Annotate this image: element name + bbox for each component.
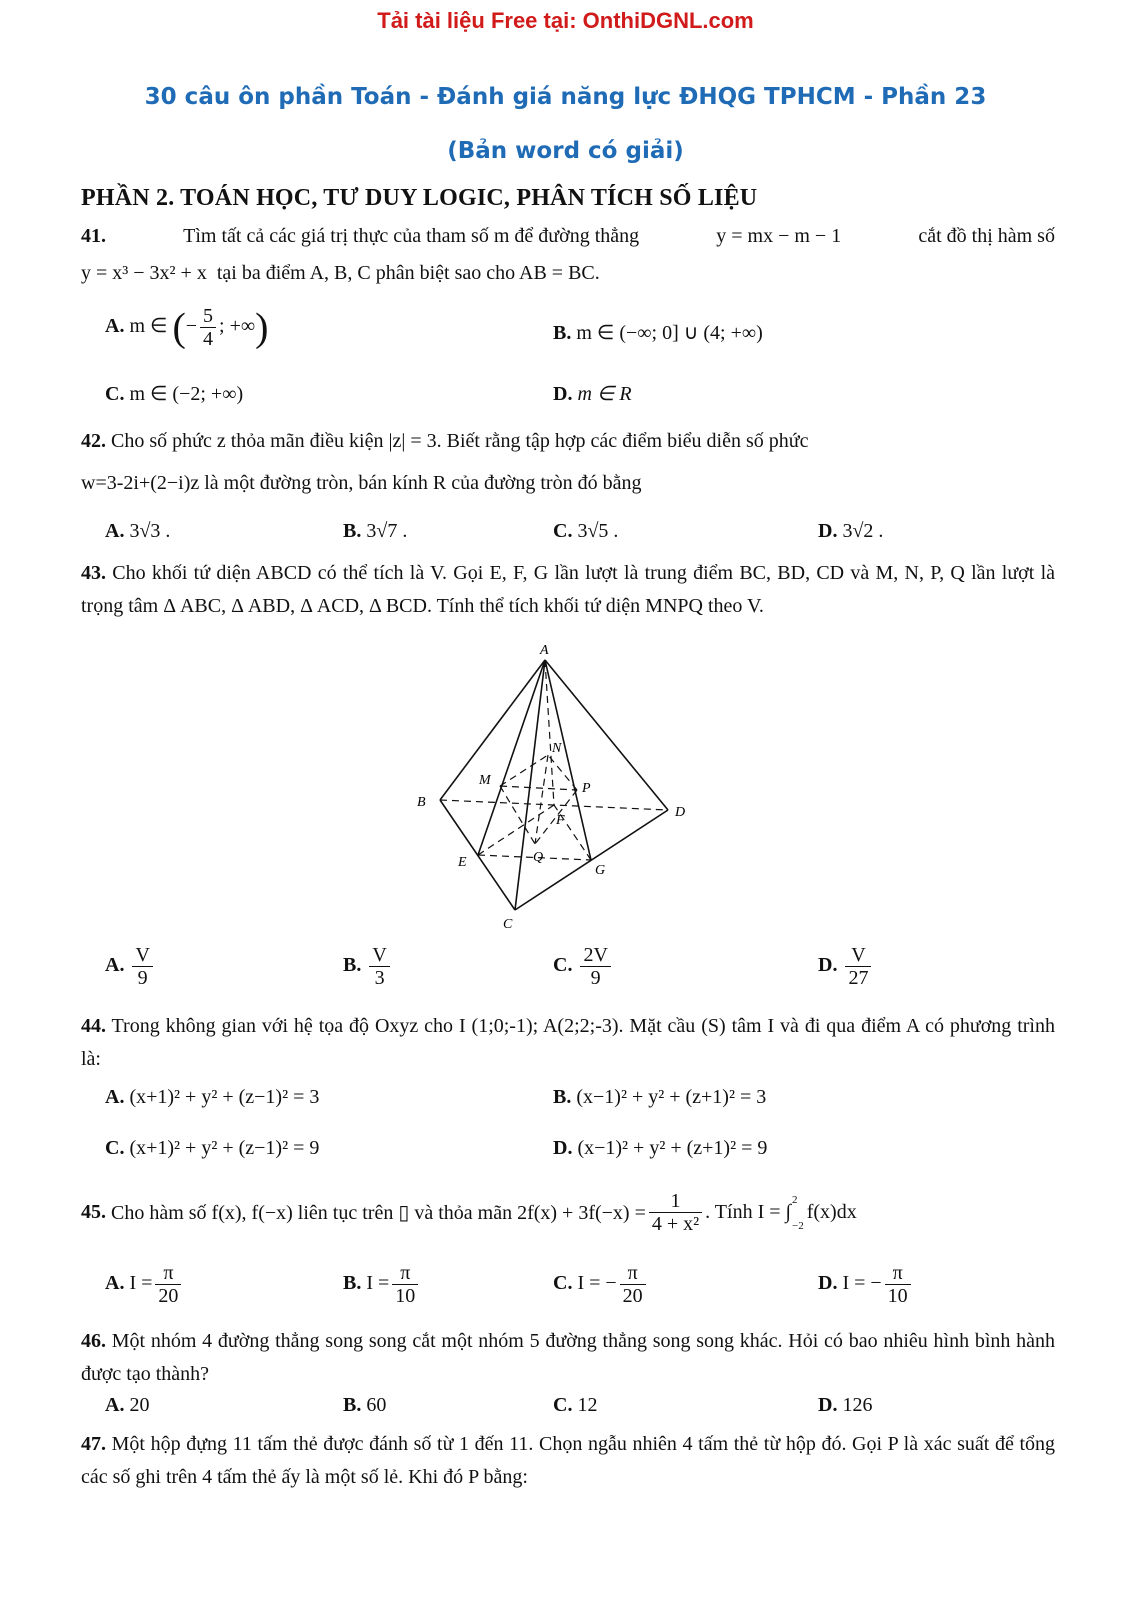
vertex-label-b: B	[417, 795, 426, 810]
q46-option-d-text: 126	[842, 1394, 873, 1416]
q46-option-d-label: D.	[818, 1394, 838, 1416]
q45-option-d-prefix: I = −	[842, 1272, 882, 1295]
q42-option-d-label: D.	[818, 520, 838, 542]
q45-frac-num: 1	[649, 1190, 702, 1213]
q43-option-a[interactable]	[105, 944, 156, 989]
q41-line1	[81, 225, 1055, 248]
q44-number: 44.	[81, 1015, 106, 1037]
q43-number: 43.	[81, 562, 106, 584]
document-title: 30 câu ôn phần Toán - Đánh giá năng lực ĐHQG TPHCM - Phần 23	[144, 84, 987, 110]
site-banner: Tải tài liệu Free tại: OnthiDGNL.com	[377, 8, 754, 33]
point-label-q: Q	[533, 850, 544, 865]
q46-option-d[interactable]	[818, 1394, 872, 1417]
q41-number: 41.	[81, 225, 106, 247]
q42-option-a[interactable]	[105, 520, 170, 543]
q47-text	[81, 1428, 1055, 1494]
q45-option-a-num: π	[155, 1262, 181, 1285]
q46-option-b-label: B.	[343, 1394, 362, 1416]
q42-option-c-label: C.	[553, 520, 573, 542]
q46-number: 46.	[81, 1330, 106, 1352]
q43-option-b-label: B.	[343, 954, 362, 977]
q45-lower-limit: −2	[792, 1219, 804, 1232]
q45-option-a[interactable]	[105, 1262, 184, 1307]
q45-option-a-prefix: I =	[129, 1272, 153, 1295]
q45-option-b-den: 10	[395, 1285, 416, 1307]
q43-option-d-num: V	[845, 944, 871, 967]
point-label-e: E	[458, 855, 467, 870]
q42-option-b-label: B.	[343, 520, 362, 542]
q42-option-d-text: 3√2 .	[842, 520, 884, 542]
q44-option-a-text: (x+1)² + y² + (z−1)² = 3	[129, 1086, 320, 1108]
q45-option-b-num: π	[392, 1262, 418, 1285]
q43-text	[81, 557, 1055, 623]
q43-option-d-den: 27	[848, 967, 869, 989]
q41-line2	[81, 262, 600, 285]
q41-text2: cắt đồ thị hàm số	[918, 225, 1055, 247]
q45-line	[81, 1190, 857, 1235]
q46-option-c-text: 12	[577, 1394, 598, 1416]
q45-option-b[interactable]	[343, 1262, 421, 1307]
q44-option-d[interactable]	[553, 1137, 767, 1160]
q45-option-b-prefix: I =	[366, 1272, 390, 1295]
q45-option-a-den: 20	[158, 1285, 179, 1307]
q42-text2: w=3-2i+(2−i)z là một đường tròn, bán kính R của đường tròn đó bằng	[81, 472, 642, 494]
q43-body: Cho khối tứ diện ABCD có thể tích là V. Gọi E, F, G lần lượt là trung điểm BC, BD, CD và M, N, P, Q lần lượt là trọng tâm Δ ABC, Δ ABD, Δ ACD, Δ BCD. Tính thể tích khối tứ diện MNPQ theo V.	[81, 562, 1056, 617]
q43-option-a-den: 9	[137, 967, 148, 989]
q45-option-d-den: 10	[887, 1285, 908, 1307]
q44-option-b-label: B.	[553, 1086, 572, 1108]
q41-option-a-text: m ∈ (− $\frac{5}{4}$ ; +∞)	[129, 304, 269, 350]
q42-option-a-text: 3√3 .	[129, 520, 171, 542]
q47-body: Một hộp đựng 11 tấm thẻ được đánh số từ 1 đến 11. Chọn ngẫu nhiên 4 tấm thẻ từ hộp đó. Gọi P là xác suất để tổng các số ghi trên 4 tấm thẻ ấy là một số lẻ. Khi đó P bằng:	[81, 1433, 1055, 1488]
q43-option-d[interactable]	[818, 944, 874, 989]
q45-text2: . Tính I = ∫	[705, 1201, 791, 1223]
q44-option-c[interactable]	[105, 1137, 319, 1160]
q45-option-c-prefix: I = −	[577, 1272, 617, 1295]
q46-option-a-text: 20	[129, 1394, 150, 1416]
q42-option-b-text: 3√7 .	[366, 520, 408, 542]
q44-text	[81, 1010, 1055, 1076]
q43-option-c-den: 9	[590, 967, 601, 989]
q43-option-b[interactable]	[343, 944, 393, 989]
q44-option-c-label: C.	[105, 1137, 125, 1159]
q42-option-d[interactable]	[818, 520, 883, 543]
q43-option-d-label: D.	[818, 954, 838, 977]
q41-option-c-text: m ∈ (−2; +∞)	[129, 383, 244, 405]
q46-option-b[interactable]	[343, 1394, 386, 1417]
q41-option-b-text: m ∈ (−∞; 0] ∪ (4; +∞)	[576, 322, 763, 344]
q41-option-b-label: B.	[553, 322, 572, 344]
q46-option-b-text: 60	[366, 1394, 387, 1416]
point-label-p: P	[582, 781, 591, 796]
q45-option-b-label: B.	[343, 1272, 362, 1295]
q42-option-b[interactable]	[343, 520, 407, 543]
q43-option-a-num: V	[132, 944, 152, 967]
q43-option-b-den: 3	[374, 967, 385, 989]
q41-option-b[interactable]	[553, 320, 763, 345]
q45-option-d-label: D.	[818, 1272, 838, 1295]
point-label-g: G	[595, 863, 606, 878]
q41-option-c[interactable]	[105, 381, 243, 406]
q41-line-equation: y = mx − m − 1	[716, 225, 842, 247]
q43-option-c[interactable]	[553, 944, 614, 989]
q45-number: 45.	[81, 1201, 106, 1223]
q44-option-a-label: A.	[105, 1086, 125, 1108]
document-subtitle: (Bản word có giải)	[447, 138, 684, 164]
q45-frac-den: 4 + x²	[651, 1213, 700, 1235]
q41-option-d[interactable]	[553, 381, 632, 406]
point-label-f: F	[556, 813, 565, 828]
q45-upper-limit: 2	[792, 1193, 798, 1206]
q42-option-a-label: A.	[105, 520, 125, 542]
q46-option-c-label: C.	[553, 1394, 573, 1416]
q44-option-c-text: (x+1)² + y² + (z−1)² = 9	[129, 1137, 320, 1159]
point-label-n: N	[552, 741, 562, 756]
q45-option-c[interactable]	[553, 1262, 649, 1307]
q46-option-c[interactable]	[553, 1394, 597, 1417]
q44-option-b[interactable]	[553, 1086, 766, 1109]
q45-option-c-den: 20	[622, 1285, 643, 1307]
q41-option-c-label: C.	[105, 383, 125, 405]
q43-option-c-num: 2V	[580, 944, 610, 967]
q45-option-d[interactable]	[818, 1262, 914, 1307]
q45-option-c-num: π	[620, 1262, 646, 1285]
point-label-m: M	[479, 773, 491, 788]
q42-line1	[81, 430, 808, 453]
q43-option-a-label: A.	[105, 954, 125, 977]
q46-option-a-label: A.	[105, 1394, 125, 1416]
q44-option-d-label: D.	[553, 1137, 573, 1159]
q41-option-a-label: A.	[105, 315, 125, 338]
section-heading: PHẦN 2. TOÁN HỌC, TƯ DUY LOGIC, PHÂN TÍCH SỐ LIỆU	[81, 185, 758, 211]
q42-option-c-text: 3√5 .	[577, 520, 619, 542]
q46-body: Một nhóm 4 đường thẳng song song cắt một nhóm 5 đường thẳng song song khác. Hỏi có bao nhiêu hình bình hành được tạo thành?	[81, 1330, 1056, 1385]
q41-option-d-label: D.	[553, 383, 573, 405]
q42-text1: Cho số phức z thỏa mãn điều kiện |z| = 3. Biết rằng tập hợp các điểm biểu diễn số phức	[111, 430, 809, 452]
q41-text1: Tìm tất cả các giá trị thực của tham số m để đường thẳng	[183, 225, 640, 247]
q46-option-a[interactable]	[105, 1394, 149, 1417]
q45-text1: Cho hàm số f(x), f(−x) liên tục trên ▯ và thỏa mãn 2f(x) + 3f(−x) =	[111, 1202, 646, 1224]
q45-integrand: f(x)dx	[806, 1201, 857, 1223]
q43-option-b-num: V	[369, 944, 389, 967]
q44-body: Trong không gian với hệ tọa độ Oxyz cho I (1;0;-1); A(2;2;-3). Mặt cầu (S) tâm I và đi qua điểm A có phương trình là:	[81, 1015, 1055, 1070]
q46-text	[81, 1325, 1055, 1391]
q44-option-b-text: (x−1)² + y² + (z+1)² = 3	[576, 1086, 767, 1108]
q41-text3: tại ba điểm A, B, C phân biệt sao cho AB = BC.	[216, 262, 600, 284]
vertex-label-d: D	[675, 805, 686, 820]
q43-option-c-label: C.	[553, 954, 573, 977]
vertex-label-c: C	[503, 917, 513, 930]
q42-option-c[interactable]	[553, 520, 618, 543]
q44-option-a[interactable]	[105, 1086, 319, 1109]
tetrahedron-figure	[415, 640, 695, 930]
q45-option-d-num: π	[885, 1262, 911, 1285]
q41-function: y = x³ − 3x² + x	[81, 262, 207, 284]
vertex-label-a: A	[540, 643, 549, 658]
q42-number: 42.	[81, 430, 106, 452]
q45-option-c-label: C.	[553, 1272, 573, 1295]
q41-option-d-text: m ∈ R	[577, 383, 632, 405]
q47-number: 47.	[81, 1433, 106, 1455]
q45-option-a-label: A.	[105, 1272, 125, 1295]
q44-option-d-text: (x−1)² + y² + (z+1)² = 9	[577, 1137, 768, 1159]
q41-option-a[interactable]	[105, 305, 268, 350]
